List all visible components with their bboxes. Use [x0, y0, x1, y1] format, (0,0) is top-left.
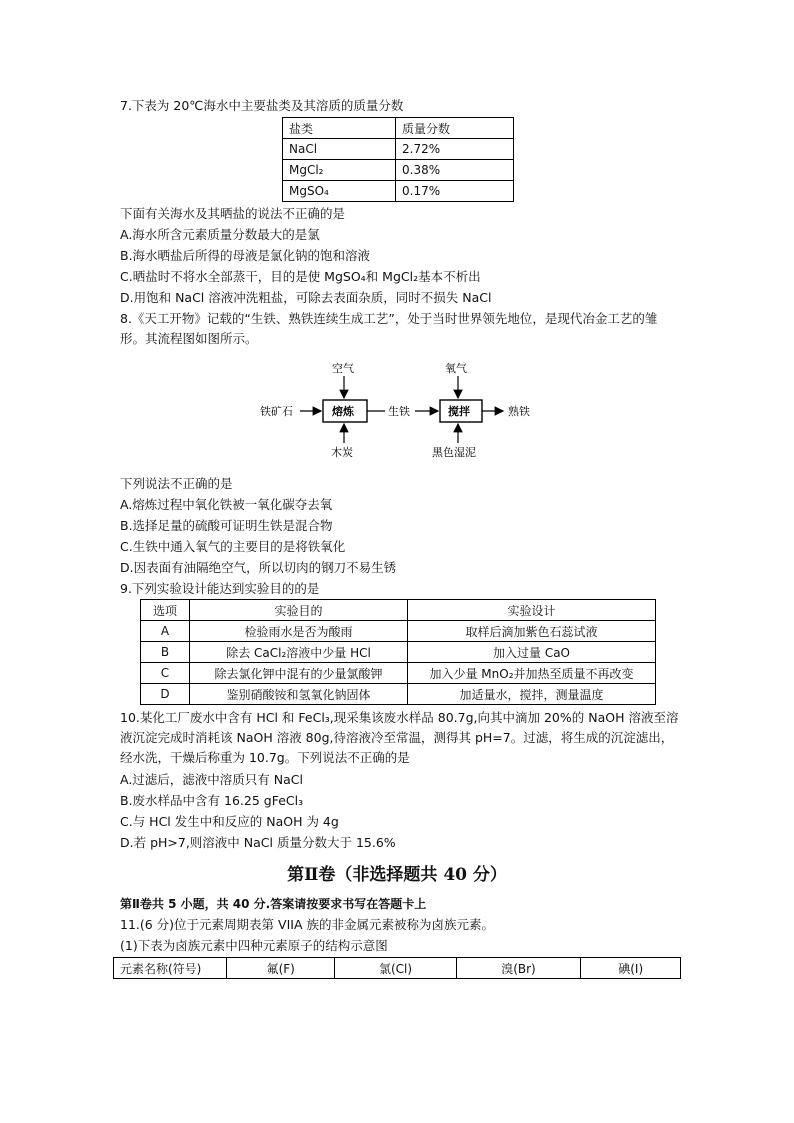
table-cell: D [141, 684, 190, 705]
table-cell: 除去 CaCl₂溶液中少量 HCl [190, 642, 408, 663]
table-header: 碘(I) [581, 958, 681, 979]
table-row [283, 160, 514, 181]
q8-option-a: A.熔炼过程中氧化铁被一氧化碳夺去氧 [120, 497, 333, 512]
label-charcoal: 木炭 [331, 446, 353, 458]
q8-option-b: B.选择足量的硫酸可证明生铁是混合物 [120, 518, 333, 533]
q8-stem: 8.《天工开物》记载的“生铁、熟铁连续生成工艺”，处于当时世界领先地位，是现代冶金工艺的雏形。其流程图如图所示。 [120, 311, 658, 346]
q9-table [140, 599, 656, 705]
q7-stem: 7.下表为 20℃海水中主要盐类及其溶质的质量分数 [120, 98, 404, 113]
table-row [141, 642, 656, 663]
label-smelt: 熔炼 [332, 405, 354, 418]
label-air: 空气 [332, 362, 354, 375]
table-cell: 0.17% [396, 181, 514, 202]
table-header: 氯(Cl) [335, 958, 456, 979]
table-row [283, 118, 514, 139]
label-stir: 搅拌 [448, 405, 470, 418]
table-header: 溴(Br) [456, 958, 581, 979]
table-cell: NaCl [283, 139, 396, 160]
table-header: 选项 [141, 600, 190, 621]
label-mud: 黑色湿泥 [432, 446, 476, 458]
label-pigiron: 生铁 [388, 405, 410, 418]
q7-option-a: A.海水所含元素质量分数最大的是氯 [120, 227, 320, 242]
table-row [283, 139, 514, 160]
table-cell: 除去氯化钾中混有的少量氯酸钾 [190, 663, 408, 684]
table-cell: 检验雨水是否为酸雨 [190, 621, 408, 642]
q10-option-d: D.若 pH>7,则溶液中 NaCl 质量分数大于 15.6% [120, 835, 396, 850]
section-title: 第Ⅱ卷（非选择题共 40 分） [287, 865, 507, 885]
table-header: 实验设计 [408, 600, 656, 621]
table-header: 质量分数 [396, 118, 514, 139]
q10-option-a: A.过滤后，滤液中溶质只有 NaCl [120, 772, 303, 787]
q10-stem: 10.某化工厂废水中含有 HCl 和 FeCl₃,现采集该废水样品 80.7g,向其中滴加 20%的 NaOH 溶液至溶液沉淀完成时消耗该 NaOH 溶液 80g,待溶液冷至常温，测得其 pH=7。过滤，将生成的沉淀滤出，经水洗，干燥后称重为 10.7g。下列说法不正确的是 [120, 710, 679, 765]
q7-option-b: B.海水晒盐后所得的母液是氯化钠的饱和溶液 [120, 248, 371, 263]
table-row [141, 663, 656, 684]
q8-option-d: D.因表面有油隔绝空气，所以切肉的钢刀不易生锈 [120, 560, 397, 575]
q9-stem: 9.下列实验设计能达到实验目的的是 [120, 581, 320, 596]
table-row [141, 684, 656, 705]
table-cell: 加入少量 MnO₂并加热至质量不再改变 [408, 663, 656, 684]
table-cell: 加适量水，搅拌，测量温度 [408, 684, 656, 705]
q8-question: 下列说法不正确的是 [120, 476, 233, 491]
table-cell: A [141, 621, 190, 642]
table-row [141, 621, 656, 642]
q8-option-c: C.生铁中通入氧气的主要目的是将铁氧化 [120, 539, 346, 554]
q11-sub1: (1)下表为卤族元素中四种元素原子的结构示意图 [120, 938, 388, 953]
table-row [114, 958, 681, 979]
q7-option-d: D.用饱和 NaCl 溶液冲洗粗盐，可除去表面杂质，同时不损失 NaCl [120, 290, 492, 305]
q11-stem: 11.(6 分)位于元素周期表第 VIIA 族的非金属元素被称为卤族元素。 [120, 917, 494, 932]
label-wroughtiron: 熟铁 [508, 405, 530, 418]
table-cell: 取样后滴加紫色石蕊试液 [408, 621, 656, 642]
q10-option-c: C.与 HCl 发生中和反应的 NaOH 为 4g [120, 814, 339, 829]
table-cell: MgCl₂ [283, 160, 396, 181]
table-header: 元素名称(符号) [114, 958, 227, 979]
table-cell: 加入过量 CaO [408, 642, 656, 663]
table-row [283, 181, 514, 202]
table-cell: 2.72% [396, 139, 514, 160]
label-ore: 铁矿石 [260, 405, 293, 418]
section-note: 第Ⅱ卷共 5 小题，共 40 分.答案请按要求书写在答题卡上 [120, 897, 427, 911]
table-cell: MgSO₄ [283, 181, 396, 202]
table-cell: B [141, 642, 190, 663]
table-header: 氟(F) [227, 958, 335, 979]
q11-table [113, 957, 681, 979]
table-cell: C [141, 663, 190, 684]
table-header: 盐类 [283, 118, 396, 139]
q8-flow-diagram [255, 358, 555, 458]
q7-question: 下面有关海水及其晒盐的说法不正确的是 [120, 206, 346, 221]
table-header: 实验目的 [190, 600, 408, 621]
q7-table [282, 117, 514, 202]
q10-option-b: B.废水样品中含有 16.25 gFeCl₃ [120, 793, 304, 808]
table-cell: 鉴别硝酸铵和氢氧化钠固体 [190, 684, 408, 705]
table-row [141, 600, 656, 621]
q7-option-c: C.晒盐时不将水全部蒸干，目的是使 MgSO₄和 MgCl₂基本不析出 [120, 269, 481, 284]
label-oxygen: 氧气 [445, 362, 467, 375]
table-cell: 0.38% [396, 160, 514, 181]
